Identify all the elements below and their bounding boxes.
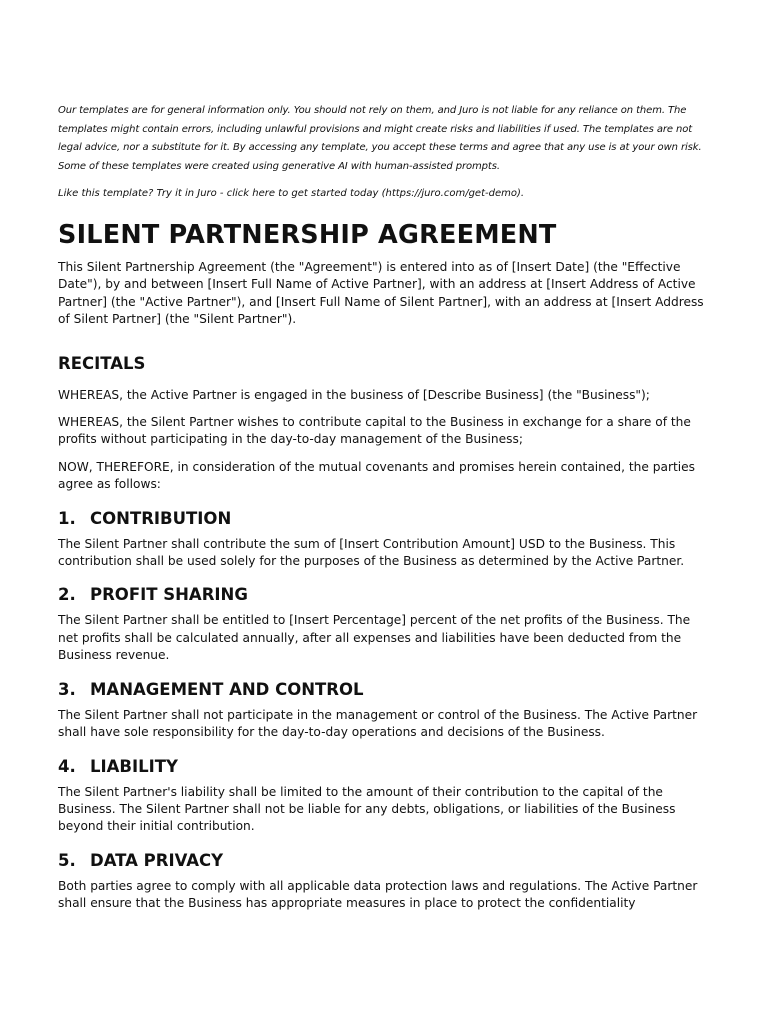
section-heading: CONTRIBUTION: [90, 508, 232, 528]
section-number: 5.: [58, 850, 76, 870]
section-data-privacy: [58, 850, 708, 913]
section-number: 4.: [58, 756, 76, 776]
section-body: The Silent Partner's liability shall be limited to the amount of their contribution to the capital of the Business. The Silent Partner shall not be liable for any debts, obligations, or liabilities of the Business beyond their initial contribution.: [58, 784, 676, 834]
recital-paragraph-2: WHEREAS, the Silent Partner wishes to contribute capital to the Business in exchange for a share of the profits without participating in the day-to-day management of the Business;: [58, 415, 691, 447]
section-heading: LIABILITY: [90, 756, 178, 776]
section-liability: [58, 756, 708, 836]
cta-link[interactable]: Like this template? Try it in Juro - click here to get started today (https://juro.com/get-demo).: [58, 188, 525, 199]
disclaimer-text: Our templates are for general information only. You should not rely on them, and Juro is not liable for any reliance on them. The templates might contain errors, including unlawful provisions and might create risks and liabilities if used. The templates are not legal advice, nor a substitute for it. By accessing any template, you accept these terms and agree that any use is at your own risk. Some of these templates were created using generative AI with human-assisted prompts.: [58, 105, 702, 172]
section-heading: PROFIT SHARING: [90, 585, 248, 605]
recitals-heading: RECITALS: [58, 353, 146, 373]
section-body: The Silent Partner shall contribute the sum of [Insert Contribution Amount] USD to the Business. This contribution shall be used solely for the purposes of the Business as determined by the Active Partner.: [58, 536, 685, 569]
section-management-and-control: [58, 679, 708, 742]
section-number: 1.: [58, 508, 76, 528]
section-contribution: [58, 508, 708, 571]
section-body: The Silent Partner shall be entitled to [Insert Percentage] percent of the net profits of the Business. The net profits shall be calculated annually, after all expenses and liabilities have been deducted from the Business revenue.: [58, 613, 691, 663]
section-body: Both parties agree to comply with all applicable data protection laws and regulations. The Active Partner shall ensure that the Business has appropriate measures in place to protect the confidentiality: [58, 878, 698, 911]
section-heading: DATA PRIVACY: [90, 850, 224, 870]
document-page: [58, 102, 708, 913]
section-body: The Silent Partner shall not participate in the management or control of the Business. The Active Partner shall have sole responsibility for the day-to-day operations and decisions of the Business.: [58, 707, 698, 740]
section-number: 2.: [58, 585, 76, 605]
section-number: 3.: [58, 679, 76, 699]
document-title: SILENT PARTNERSHIP AGREEMENT: [58, 220, 557, 250]
section-profit-sharing: [58, 584, 708, 664]
section-heading: MANAGEMENT AND CONTROL: [90, 679, 364, 699]
recital-paragraph-3: NOW, THEREFORE, in consideration of the mutual covenants and promises herein contained, the parties agree as follows:: [58, 459, 695, 492]
recital-paragraph-1: WHEREAS, the Active Partner is engaged in the business of [Describe Business] (the "Business");: [58, 387, 650, 402]
intro-paragraph: This Silent Partnership Agreement (the "Agreement") is entered into as of [Insert Date] (the "Effective Date"), by and between [Insert Full Name of Active Partner], with an address at [Insert Address of Active Partner] (the "Active Partner"), and [Insert Full Name of Silent Partner], with an address at [Insert Address of Silent Partner] (the "Silent Partner").: [58, 260, 704, 327]
